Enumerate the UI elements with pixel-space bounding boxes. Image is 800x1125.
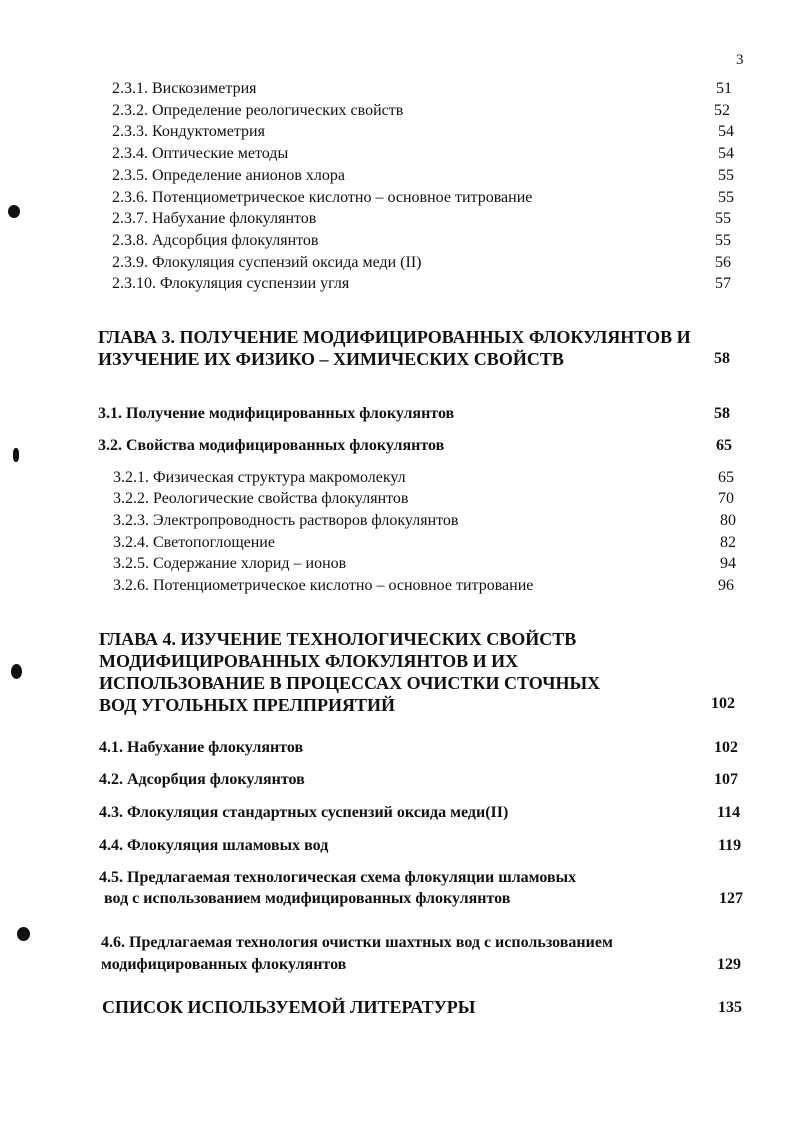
toc-entry-page: 55 [715,210,731,227]
chapter-page: 58 [714,350,730,367]
toc-entry-label: 3.2.4. Светопоглощение [113,534,275,551]
page-number: 3 [736,52,744,68]
toc-entry-label: 2.3.2. Определение реологических свойств [112,102,404,119]
toc-entry-page: 57 [715,275,731,292]
toc-section-label: модифицированных флокулянтов [101,956,347,973]
toc-entry-page: 80 [720,512,736,529]
toc-entry-label: 2.3.7. Набухание флокулянтов [112,210,317,227]
toc-entry-page: 54 [718,145,734,162]
toc-entry-page: 65 [718,469,734,486]
chapter-page: 102 [711,695,735,712]
chapter-title-line: ГЛАВА 4. ИЗУЧЕНИЕ ТЕХНОЛОГИЧЕСКИХ СВОЙСТВ [99,629,577,649]
toc-section-label: 4.5. Предлагаемая технологическая схема флокуляции шламовых [99,869,577,886]
toc-entry-page: 70 [718,490,734,507]
toc-entry-label: 2.3.9. Флокуляция суспензий оксида меди (II) [112,254,422,271]
toc-section-label: вод с использованием модифицированных флокулянтов [104,890,511,907]
toc-section-label: 4.1. Набухание флокулянтов [99,739,304,756]
toc-section-label: 3.1. Получение модифицированных флокулянтов [98,405,455,422]
hole-punch-mark [17,927,30,941]
toc-entry-label: 2.3.3. Кондуктометрия [112,123,265,140]
toc-entry-label: 2.3.1. Вискозиметрия [112,80,257,97]
toc-section-page: 65 [716,437,732,454]
bibliography-page: 135 [718,999,742,1016]
toc-entry-page: 94 [720,555,736,572]
toc-section-label: 4.4. Флокуляция шламовых вод [99,837,329,854]
toc-entry-page: 55 [715,232,731,249]
toc-section-page: 114 [717,804,741,821]
toc-section-label: 4.6. Предлагаемая технология очистки шахтных вод с использованием [101,934,613,951]
hole-punch-mark [8,205,20,218]
chapter-title-line: ИЗУЧЕНИЕ ИХ ФИЗИКО – ХИМИЧЕСКИХ СВОЙСТВ [98,349,564,369]
toc-entry-label: 2.3.8. Адсорбция флокулянтов [112,232,319,249]
toc-entry-label: 3.2.6. Потенциометрическое кислотно – основное титрование [113,577,534,594]
chapter-title-line: ГЛАВА 3. ПОЛУЧЕНИЕ МОДИФИЦИРОВАННЫХ ФЛОКУЛЯНТОВ И [98,327,691,347]
toc-entry-label: 3.2.3. Электропроводность растворов флокулянтов [113,512,459,529]
toc-entry-label: 2.3.4. Оптические методы [112,145,289,162]
toc-entry-page: 55 [718,167,734,184]
toc-entry-page: 52 [714,102,730,119]
toc-entry-label: 2.3.6. Потенциометрическое кислотно – основное титрование [112,189,533,206]
toc-entry-page: 96 [718,577,734,594]
toc-section-page: 102 [714,739,738,756]
toc-entry-label: 3.2.5. Содержание хлорид – ионов [113,555,347,572]
toc-entry-page: 55 [718,189,734,206]
toc-section-page: 58 [714,405,730,422]
chapter-title-line: ИСПОЛЬЗОВАНИЕ В ПРОЦЕССАХ ОЧИСТКИ СТОЧНЫХ [99,673,601,693]
toc-entry-page: 54 [718,123,734,140]
chapter-title-line: МОДИФИЦИРОВАННЫХ ФЛОКУЛЯНТОВ И ИХ [99,651,519,671]
chapter-title-line: ВОД УГОЛЬНЫХ ПРЕЛПРИЯТИЙ [99,695,395,715]
toc-entry-page: 51 [716,80,732,97]
toc-entry-page: 56 [715,254,731,271]
toc-section-label: 3.2. Свойства модифицированных флокулянтов [98,437,445,454]
toc-entry-label: 2.3.10. Флокуляция суспензии угля [112,275,350,292]
bibliography-title: СПИСОК ИСПОЛЬЗУЕМОЙ ЛИТЕРАТУРЫ [102,997,476,1017]
hole-punch-mark [11,664,22,679]
toc-entry-label: 3.2.2. Реологические свойства флокулянтов [113,490,409,507]
toc-section-page: 107 [714,771,738,788]
toc-entry-label: 2.3.5. Определение анионов хлора [112,167,345,184]
hole-punch-mark [13,448,19,462]
toc-section-label: 4.3. Флокуляция стандартных суспензий оксида меди(II) [99,804,509,821]
toc-section-page: 119 [718,837,742,854]
toc-section-label: 4.2. Адсорбция флокулянтов [99,771,305,788]
toc-entry-label: 3.2.1. Физическая структура макромолекул [113,469,406,486]
toc-section-page: 129 [717,956,741,973]
toc-section-page: 127 [719,890,743,907]
toc-entry-page: 82 [720,534,736,551]
